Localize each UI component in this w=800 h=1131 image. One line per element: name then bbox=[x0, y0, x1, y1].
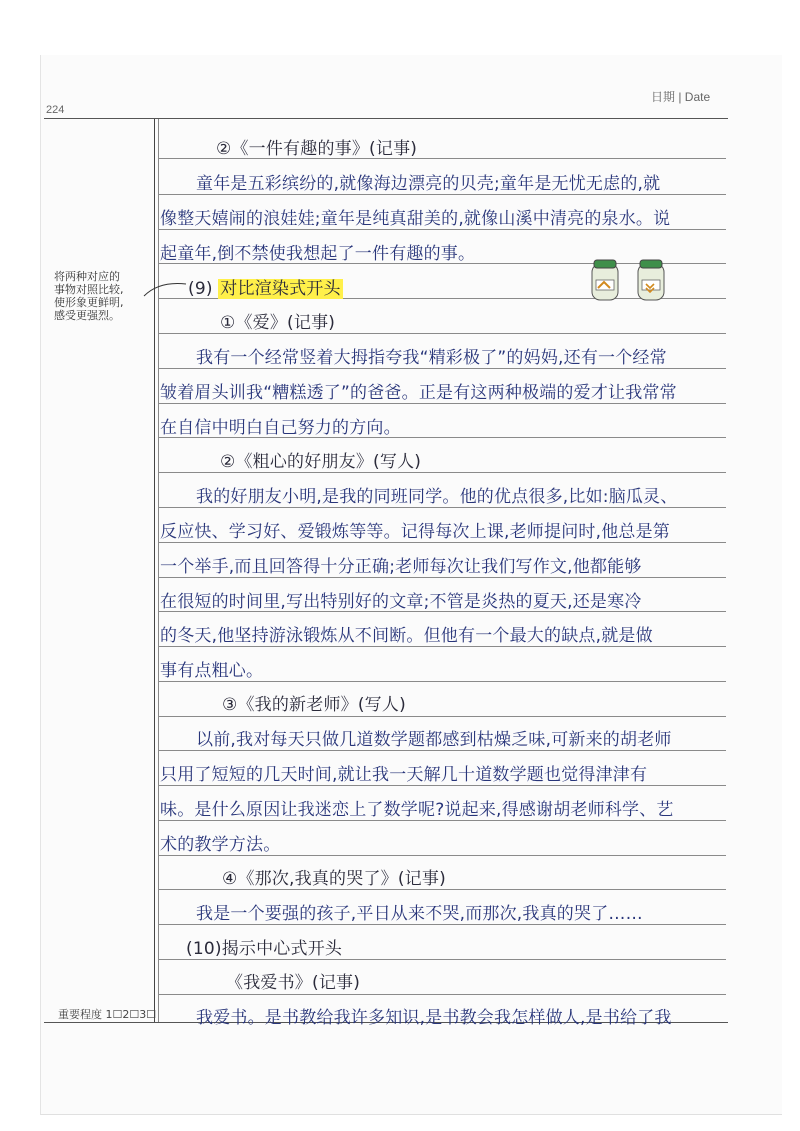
ruled-line bbox=[158, 194, 726, 195]
side-note-line: 使形象更鲜明, bbox=[54, 296, 124, 309]
ruled-line bbox=[158, 820, 726, 821]
ruled-line bbox=[158, 716, 726, 717]
date-label: 日期 | Date bbox=[651, 90, 711, 104]
side-note-line: 将两种对应的 bbox=[54, 270, 120, 283]
text-line: 一个举手,而且回答得十分正确;老师每次让我们写作文,他都能够 bbox=[160, 557, 642, 577]
ruled-line bbox=[158, 994, 726, 995]
text-line: 味。是什么原因让我迷恋上了数学呢?说起来,得感谢胡老师科学、艺 bbox=[160, 800, 674, 820]
text-line: 我有一个经常竖着大拇指夸我“精彩极了”的妈妈,还有一个经常 bbox=[196, 348, 667, 368]
text-line: 反应快、学习好、爱锻炼等等。记得每次上课,老师提问时,他总是第 bbox=[160, 522, 671, 542]
section-number: (9) bbox=[188, 279, 213, 299]
side-annotation bbox=[54, 270, 154, 322]
ruled-line bbox=[158, 542, 726, 543]
annotation-arrow bbox=[140, 278, 190, 302]
ruled-line bbox=[158, 785, 726, 786]
heading-new-teacher: ③《我的新老师》(写人) bbox=[222, 695, 406, 715]
margin-rule-inner bbox=[158, 119, 159, 1022]
ruled-line bbox=[158, 681, 726, 682]
side-note-line: 事物对照比较, bbox=[54, 283, 124, 296]
ruled-line bbox=[158, 924, 726, 925]
margin-rule bbox=[154, 119, 155, 1022]
importance-rating: 重要程度 1☐2☐3☐ bbox=[58, 1008, 157, 1021]
text-line: 皱着眉头训我“糟糕透了”的爸爸。正是有这两种极端的爱才让我常常 bbox=[160, 383, 677, 403]
page-number: 224 bbox=[46, 104, 65, 116]
header-rule bbox=[44, 118, 728, 119]
text-line: 我的好朋友小明,是我的同班同学。他的优点很多,比如:脑瓜灵、 bbox=[196, 487, 678, 507]
side-note-line: 感受更强烈。 bbox=[54, 309, 120, 322]
heading-interesting-thing: ②《一件有趣的事》(记事) bbox=[216, 139, 418, 159]
ruled-line bbox=[158, 333, 726, 334]
heading-i-love-books: 《我爱书》(记事) bbox=[226, 973, 361, 993]
text-line: 我是一个要强的孩子,平日从来不哭,而那次,我真的哭了…… bbox=[196, 904, 643, 924]
ruled-line bbox=[158, 855, 726, 856]
heading-careless-friend: ②《粗心的好朋友》(写人) bbox=[220, 452, 422, 472]
text-line: 术的教学方法。 bbox=[160, 835, 281, 855]
heading-love: ①《爱》(记事) bbox=[220, 313, 336, 333]
text-line: 的冬天,他坚持游泳锻炼从不间断。但他有一个最大的缺点,就是做 bbox=[160, 626, 653, 646]
text-line: 在很短的时间里,写出特别好的文章;不管是炎热的夏天,还是寒冷 bbox=[160, 592, 642, 612]
text-line: 起童年,倒不禁使我想起了一件有趣的事。 bbox=[160, 244, 476, 264]
ruled-line bbox=[158, 229, 726, 230]
text-line: 我爱书。是书教给我许多知识,是书教会我怎样做人,是书给了我 bbox=[196, 1008, 672, 1028]
ruled-line bbox=[158, 403, 726, 404]
text-line: 在自信中明白自己努力的方向。 bbox=[160, 418, 401, 438]
ruled-line bbox=[158, 577, 726, 578]
section-heading-10: (10)揭示中心式开头 bbox=[186, 939, 343, 959]
heading-that-time-i-cried: ④《那次,我真的哭了》(记事) bbox=[222, 869, 446, 889]
text-line: 只用了短短的几天时间,就让我一天解几十道数学题也觉得津津有 bbox=[160, 765, 648, 785]
ruled-line bbox=[158, 889, 726, 890]
text-line: 像整天嬉闹的浪娃娃;童年是纯真甜美的,就像山溪中清亮的泉水。说 bbox=[160, 209, 671, 229]
ruled-line bbox=[158, 750, 726, 751]
ruled-line bbox=[158, 959, 726, 960]
ruled-line bbox=[158, 472, 726, 473]
highlighted-heading: 对比渲染式开头 bbox=[220, 279, 341, 299]
ruled-line bbox=[158, 368, 726, 369]
text-line: 童年是五彩缤纷的,就像海边漂亮的贝壳;童年是无忧无虑的,就 bbox=[196, 174, 661, 194]
ruled-line bbox=[158, 507, 726, 508]
section-heading-9 bbox=[188, 274, 756, 299]
text-line: 事有点粗心。 bbox=[160, 661, 264, 681]
ruled-line bbox=[158, 646, 726, 647]
text-line: 以前,我对每天只做几道数学题都感到枯燥乏味,可新来的胡老师 bbox=[196, 730, 672, 750]
